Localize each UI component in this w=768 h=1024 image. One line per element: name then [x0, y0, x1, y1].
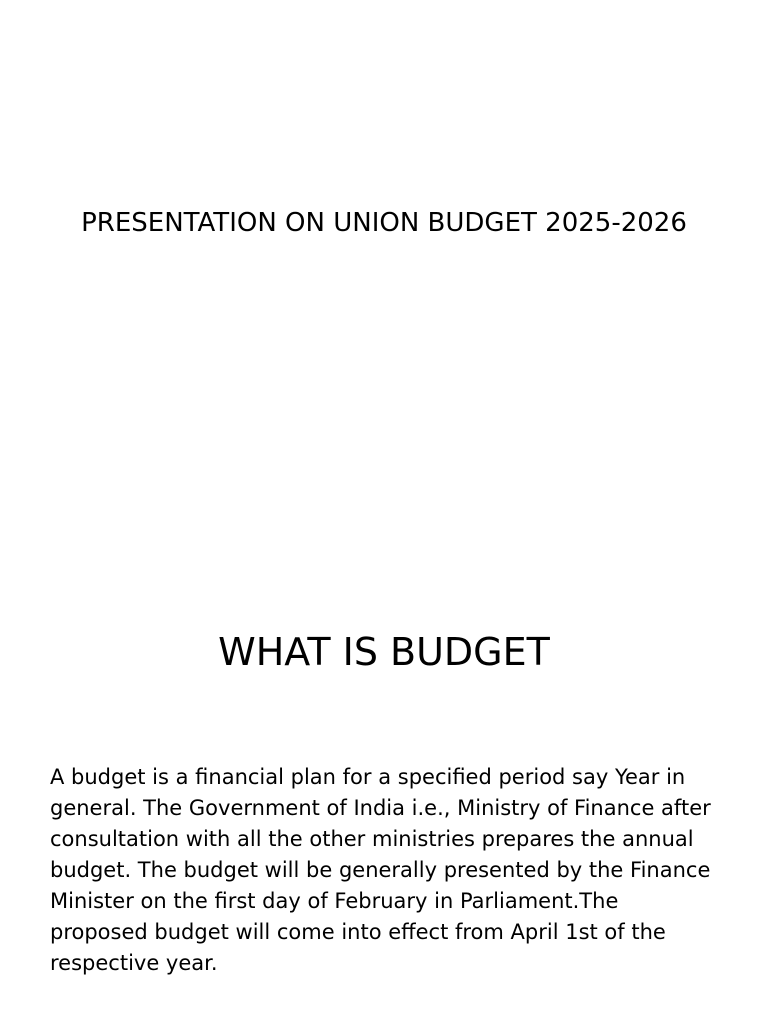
slide-body-paragraph: A budget is a financial plan for a specified period say Year in general. The Government of India i.e., Ministry of Finance after consultation with all the other ministries prepares the annual budget. The budget will be generally presented by the Finance Minister on the first day of February in Parliament.The proposed budget will come into effect from April 1st of the respective year. [50, 765, 711, 975]
slide-heading: WHAT IS BUDGET [218, 630, 550, 674]
slide-what-is-budget [0, 576, 768, 1024]
slide-title-heading: PRESENTATION ON UNION BUDGET 2025-2026 [81, 208, 687, 238]
